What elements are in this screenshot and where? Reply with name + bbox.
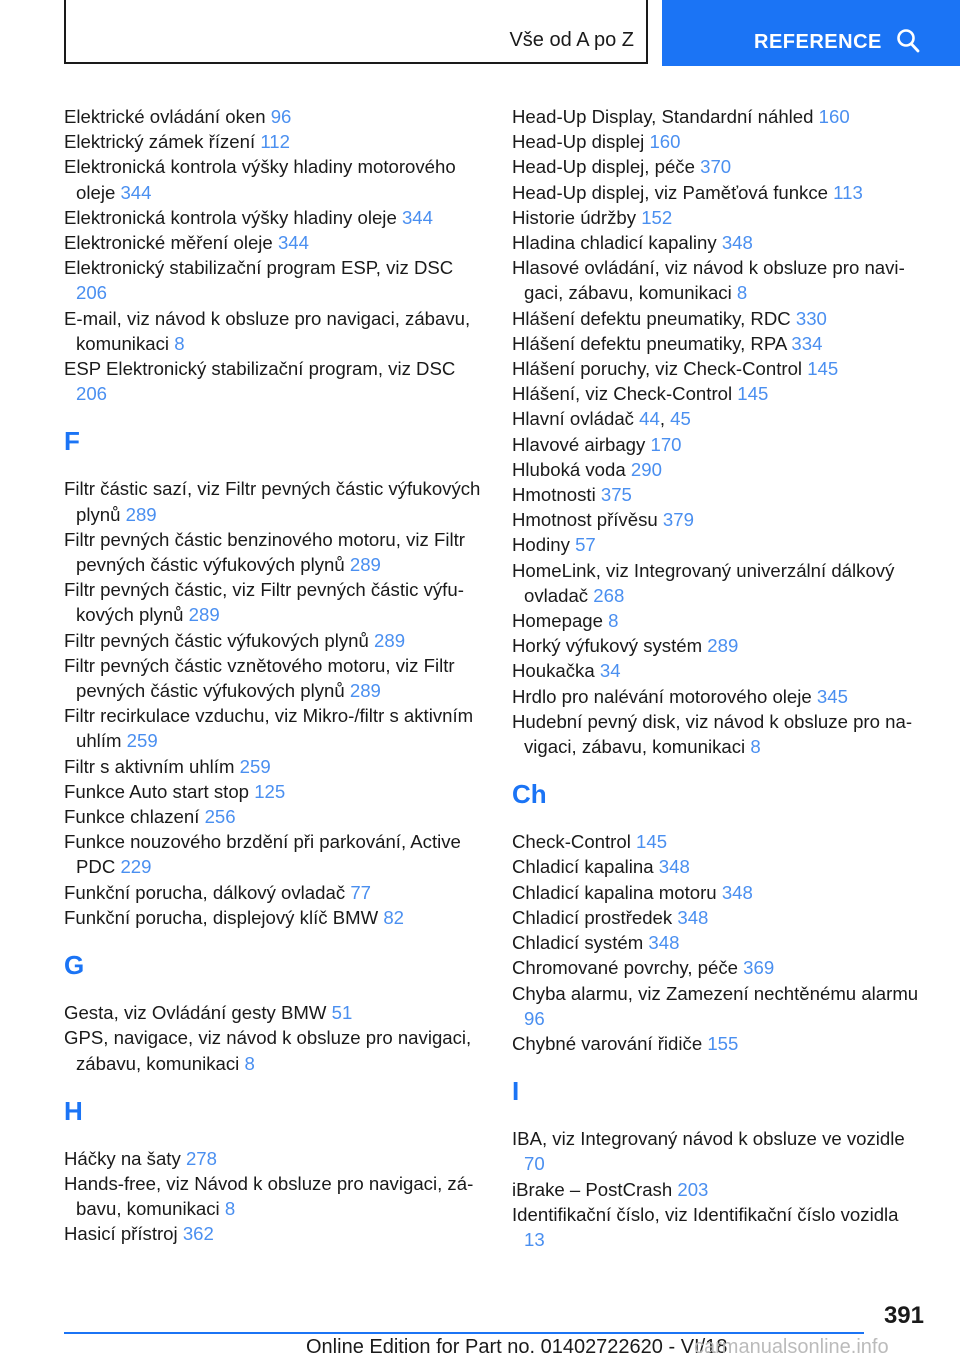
page-link[interactable]: 203 [677,1178,709,1200]
page-link[interactable]: 8 [736,282,748,304]
index-entry [64,804,484,829]
page-link[interactable]: 344 [120,181,152,203]
chapter-title: Vše od A po Z [509,29,634,51]
entry-text: Hlášení poruchy, viz Check-Control [512,358,803,380]
entry-text: Hmotnost přívěsu [512,509,658,531]
index-entry [512,633,922,658]
index-entry [512,306,922,331]
page-link[interactable]: 348 [721,881,753,903]
page-link[interactable]: 259 [126,730,158,752]
index-entry [64,1000,484,1025]
page-link[interactable]: 370 [700,156,732,178]
index-entry [512,205,922,230]
page-link[interactable]: 206 [76,383,108,405]
entry-text: Head-Up displej [512,131,645,153]
page-link[interactable]: 82 [383,906,405,928]
page-link[interactable]: 8 [608,610,619,632]
index-entry [512,1177,922,1202]
page-link[interactable]: 375 [600,484,632,506]
index-entry [512,608,922,633]
entry-text: Chladicí kapalina [512,856,654,878]
watermark: carmanualsonline.info [694,1336,889,1358]
page-number: 391 [883,1302,924,1329]
page-link[interactable]: 125 [254,780,286,802]
index-entry [64,306,484,356]
entry-text: Head-Up displej, péče [512,156,695,178]
index-entry [512,457,922,482]
page-link[interactable]: 96 [270,106,292,127]
page-link[interactable]: 369 [743,957,775,979]
page-link[interactable]: 160 [818,106,850,127]
index-entry [64,829,484,879]
entry-text: Hrdlo pro nalévání motorového oleje [512,685,812,707]
index-entry [512,981,922,1031]
index-entry [64,1221,484,1246]
page-link[interactable]: 8 [224,1198,236,1220]
index-entry [512,331,922,356]
entry-text: Hlavní ovládač [512,408,634,430]
page-link[interactable]: 259 [239,755,271,777]
entry-text: Hlášení, viz Check-Control [512,383,733,405]
page-link[interactable]: 45 [670,408,691,430]
page-link[interactable]: 348 [721,232,753,254]
page-link[interactable]: 330 [795,307,827,329]
index-column-right [512,104,922,1252]
entry-text: Horký výfukový systém [512,635,703,657]
entry-text: Filtr pevných částic vznětového motoru, viz Filtr pevných částic výfukových plynů [64,654,455,702]
index-entry [64,880,484,905]
entry-text: Hasicí přístroj [64,1223,178,1245]
entry-text: Chyba alarmu, viz Zamezení nechtěnému alarmu [512,982,919,1004]
entry-text: Identifikační číslo, viz Identifikační číslo vozidla [512,1203,899,1225]
section-letter: F [64,426,80,457]
index-entry [512,482,922,507]
index-entry [512,230,922,255]
section-letter: H [64,1095,83,1126]
entry-text: Hudební pevný disk, viz návod k obsluze pro navigaci, zábavu, komunikaci [512,710,913,758]
entry-text: Hodiny [512,534,570,556]
page-link[interactable]: 345 [816,685,848,707]
entry-text: Filtr pevných částic benzinového motoru, viz Filtr pevných částic výfukových plynů [64,528,465,576]
entry-text: Hluboká voda [512,458,626,480]
section-letter: I [512,1076,520,1107]
index-entry [64,356,484,406]
entry-text: Filtr recirkulace vzduchu, viz Mikro-/filtr s aktivním uhlím [64,705,474,752]
page-link[interactable]: 290 [630,458,662,480]
entry-text: Hlášení defektu pneumatiky, RDC [512,307,791,329]
entry-text: Chladicí prostředek [512,906,673,928]
entry-text: Elektronická kontrola výšky hladiny oleje [64,206,397,228]
page-link[interactable]: 160 [649,131,681,153]
index-column-left [64,104,484,1247]
reference-label: REFERENCE [754,31,882,53]
entry-text: Houkačka [512,660,595,682]
entry-text: E-mail, viz návod k obsluze pro navigaci, zábavu, komunikaci [64,307,471,354]
entry-text: Filtr částic sazí, viz Filtr pevných částic výfukových plynů [64,478,481,525]
entry-text: Hladina chladicí kapaliny [512,232,717,254]
page-link[interactable]: 8 [750,736,761,758]
entry-text: Elektronické měření oleje [64,232,273,254]
index-entry [512,709,922,759]
index-entry [64,1146,484,1171]
page-link[interactable]: 289 [349,554,381,576]
page-link[interactable]: 348 [648,932,680,954]
entry-text: Hands-free, viz Návod k obsluze pro navigaci, zábavu, komunikaci [64,1172,474,1220]
entry-text: Chybné varování řidiče [512,1032,703,1054]
page-link[interactable]: 256 [204,806,236,828]
index-entry [512,180,922,205]
index-entry [512,154,922,179]
index-entry [512,255,922,305]
entry-text: Chladicí kapalina motoru [512,881,717,903]
index-entry [512,880,922,905]
section-letter: G [64,950,85,981]
index-entry [64,905,484,930]
page-link[interactable]: 334 [791,332,823,354]
index-entry [512,1126,922,1176]
entry-text: GPS, navigace, viz návod k obsluze pro navigaci, zábavu, komunikaci [64,1027,472,1074]
page-link[interactable]: 96 [524,1007,545,1029]
entry-text: Chromované povrchy, péče [512,957,738,979]
index-entry [512,854,922,879]
page-link[interactable]: 344 [401,206,433,228]
page-link[interactable]: 70 [524,1153,545,1175]
index-entry [512,684,922,709]
search-icon[interactable] [896,28,920,54]
page-link[interactable]: 289 [374,629,406,651]
entry-text: iBrake – PostCrash [512,1178,673,1200]
index-entry [512,381,922,406]
index-entry [64,754,484,779]
index-entry [512,507,922,532]
page-link[interactable]: 206 [76,282,108,304]
header-reference-tab[interactable] [662,0,960,66]
index-entry [512,558,922,608]
index-entry [64,129,484,154]
page-link[interactable]: 51 [331,1002,353,1024]
page-link[interactable]: 229 [120,856,152,878]
page-link[interactable]: 289 [188,604,220,626]
page-link[interactable]: 278 [185,1147,217,1169]
footer-rule [64,1332,864,1334]
page-link[interactable]: 112 [260,131,290,153]
index-entry [64,779,484,804]
entry-text: Historie údržby [512,206,637,228]
index-entry [64,104,484,129]
index-entry [64,577,484,627]
entry-text: HomeLink, viz Integrovaný univerzální dálkový ovladač [512,559,895,606]
entry-text: Funkce nouzového brzdění při parkování, Active PDC [64,831,461,878]
page-link[interactable]: 8 [244,1052,255,1074]
page-link[interactable]: 348 [677,906,709,928]
index-entry [512,930,922,955]
entry-text: IBA, viz Integrovaný návod k obsluze ve vozidle [512,1128,905,1150]
page-link[interactable]: 113 [833,181,863,203]
page-link[interactable]: 44 [639,408,660,430]
index-entry: Hlavní ovládač 44, 45 [512,408,691,430]
index-entry [512,955,922,980]
index-entry [64,154,484,204]
page-link[interactable]: 268 [593,584,625,606]
index-entry [64,1025,484,1075]
index-entry [512,905,922,930]
page-link[interactable]: 289 [125,503,157,525]
page-link[interactable]: 152 [641,206,673,228]
entry-text: Head-Up displej, viz Paměťová funkce [512,181,828,203]
entry-text: Elektronický stabilizační program ESP, viz DSC [64,257,454,279]
page-link[interactable]: 155 [707,1032,739,1054]
page-link[interactable]: 145 [737,383,769,405]
page-link[interactable]: 57 [575,534,596,556]
page-link[interactable]: 145 [636,831,668,853]
entry-text: Homepage [512,610,603,632]
index-entry [512,532,922,557]
page-link[interactable]: 289 [349,680,381,702]
page-link[interactable]: 289 [707,635,739,657]
entry-text: ESP Elektronický stabilizační program, viz DSC [64,358,456,380]
page-link[interactable]: 344 [277,232,309,254]
page-link[interactable]: 362 [182,1223,214,1245]
index-entry [64,1171,484,1221]
entry-text: Funkční porucha, displejový klíč BMW [64,906,379,928]
page-link[interactable]: 145 [807,358,839,380]
entry-text: Háčky na šaty [64,1147,181,1169]
entry-text: Elektronická kontrola výšky hladiny motorového oleje [64,156,456,203]
page-link[interactable]: 8 [174,332,185,354]
page-link[interactable]: 348 [658,856,690,878]
index-entry [512,658,922,683]
index-entry [512,129,922,154]
entry-text: Elektrické ovládání oken [64,106,266,127]
entry-text: Hlasové ovládání, viz návod k obsluze pro navigaci, zábavu, komunikaci [512,257,905,304]
index-entry [64,653,484,703]
index-entry [512,829,922,854]
index-entry [64,527,484,577]
index-entry [64,703,484,753]
page-link[interactable]: 379 [662,509,694,531]
page-link[interactable]: 170 [650,433,682,455]
index-entry [512,432,922,457]
footer-text: Online Edition for Part no. 01402722620 - VI/18 [306,1336,728,1358]
entry-text: Elektrický zámek řízení [64,131,256,153]
entry-text: Chladicí systém [512,932,644,954]
section-letter: Ch [512,779,547,810]
index-entry [64,205,484,230]
entry-text: Gesta, viz Ovládání gesty BMW [64,1002,327,1024]
entry-text: Hlášení defektu pneumatiky, RPA [512,332,787,354]
entry-text: Funkce chlazení [64,806,200,828]
index-entry [512,356,922,381]
entry-text: Head-Up Display, Standardní náhled [512,106,814,127]
entry-text: Check-Control [512,831,631,853]
index-entry [64,230,484,255]
page-link[interactable]: 13 [524,1228,545,1250]
index-entry [64,628,484,653]
entry-text: Filtr pevných částic, viz Filtr pevných částic výfukových plynů [64,579,464,626]
index-entry [512,1202,922,1252]
index-entry [64,255,484,305]
entry-text: Filtr s aktivním uhlím [64,755,235,777]
entry-text: Filtr pevných částic výfukových plynů [64,629,369,651]
index-entry [512,104,922,129]
header-title-box [64,0,648,64]
entry-text: Funkční porucha, dálkový ovladač [64,881,346,903]
entry-text: Funkce Auto start stop [64,780,250,802]
index-entry [64,476,484,526]
entry-text: Hmotnosti [512,484,596,506]
page-link[interactable]: 34 [599,660,621,682]
index-entry [512,1031,922,1056]
page-link[interactable]: 77 [350,881,371,903]
entry-text: Hlavové airbagy [512,433,646,455]
